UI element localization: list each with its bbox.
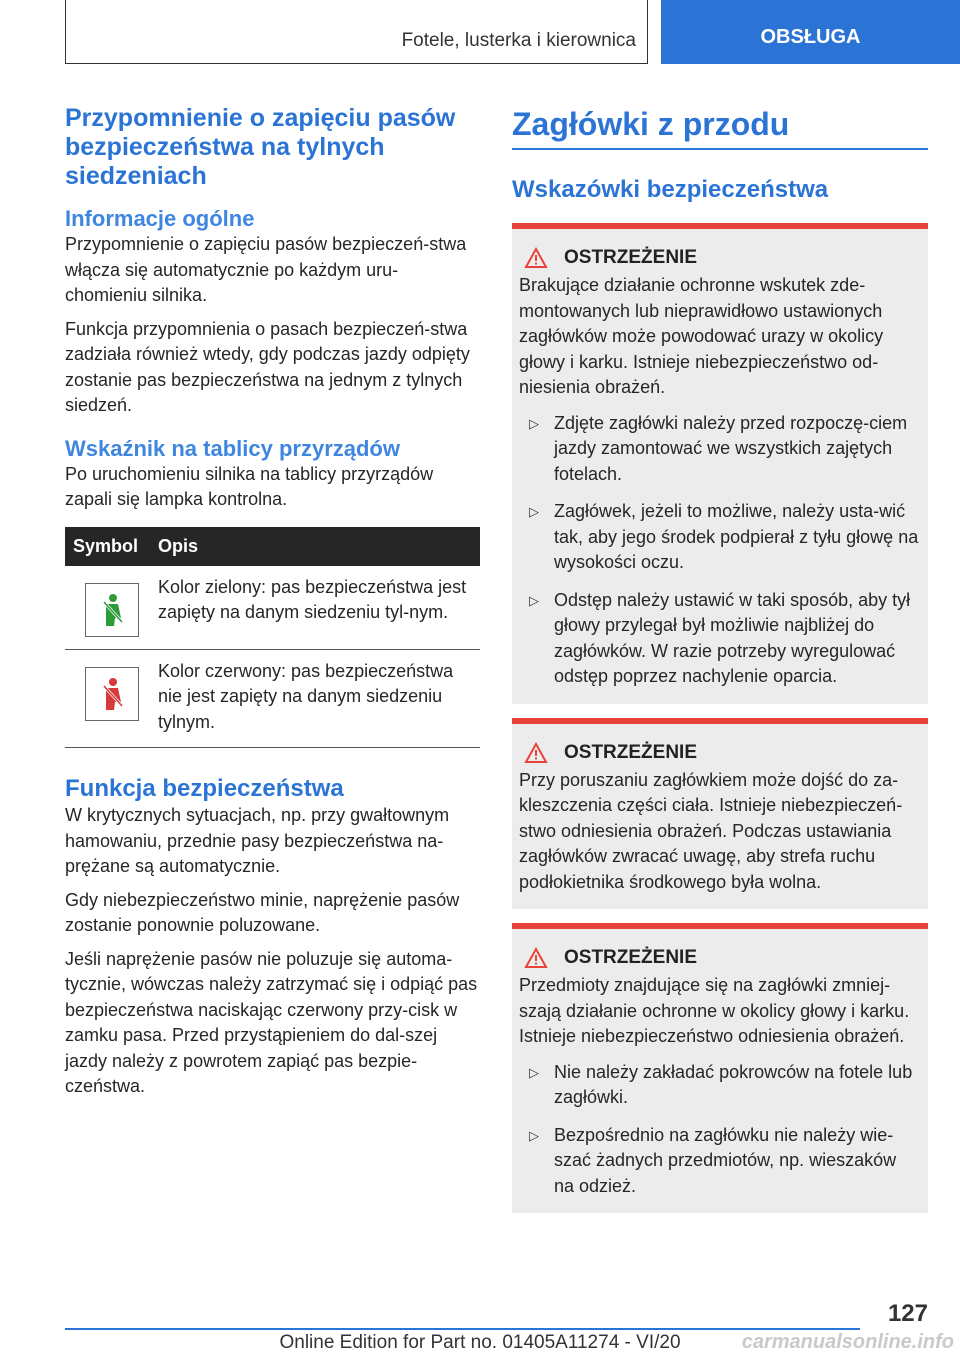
safety-paragraph-3: Jeśli naprężenie pasów nie poluzuje się automa-tycznie, wówczas należy zatrzymać się i odpiąć pas bezpieczeństwa naciskając czerwony przy-cisk w zamku pasa. Przed przystąpieniem do dal-szej jazdy należy z powrotem zapiąć pas bezpie-czeństwa.: [65, 948, 478, 1096]
table-row: [65, 566, 480, 650]
right-column: [512, 104, 928, 1213]
triangle-bullet-icon: ▷: [529, 592, 539, 608]
front-headrests-title: Zagłówki z przodu: [512, 106, 790, 142]
red-status-description: Kolor czerwony: pas bezpieczeństwa nie jest zapięty na danym siedzeniu tylnym.: [158, 660, 454, 732]
safety-paragraph-2: Gdy niebezpieczeństwo minie, naprężenie pasów zostanie ponownie poluzowane.: [65, 889, 460, 935]
warning-triangle-icon: [524, 947, 548, 969]
warning-box-1: [512, 223, 928, 704]
warning-text: Brakujące działanie ochronne wskutek zde-montowanych lub nieprawidłowo ustawionych zagłówków może powodować urazy w okolicy głowy i karku. Istnieje niebezpieczeństwo od-niesienia obrażeń.: [519, 275, 884, 397]
triangle-bullet-icon: ▷: [529, 415, 539, 431]
green-status-description: Kolor zielony: pas bezpieczeństwa jest zapięty na danym siedzeniu tyl-nym.: [158, 576, 467, 622]
general-info-paragraph-2: Funkcja przypomnienia o pasach bezpieczeń-stwa zadziała również wtedy, gdy podczas jazdy odpięty zostanie pas bezpieczeństwa na jednym z tylnych siedzeń.: [65, 318, 470, 415]
safety-function-heading: Funkcja bezpieczeństwa: [65, 775, 344, 802]
indicator-paragraph: Po uruchomieniu silnika na tablicy przyrządów zapali się lampka kontrolna.: [65, 463, 434, 509]
list-item: ▷ Zagłówek, jeżeli to możliwe, należy usta-wić tak, aby jego środek podpierał z tyłu głowę na wysokości oczu.: [529, 501, 919, 572]
safety-notes-heading: Wskazówki bezpieczeństwa: [512, 176, 829, 203]
list-item: ▷ Zdjęte zagłówki należy przed rozpoczę-ciem jazdy zamontować we wszystkich zajętych fotelach.: [529, 412, 908, 484]
list-item: ▷ Bezpośrednio na zagłówku nie należy wie-szać żadnych przedmiotów, np. wieszaków na odzież.: [529, 1124, 897, 1196]
table-header: [65, 527, 480, 566]
header-section-title: Fotele, lusterka i kierownica: [401, 30, 636, 51]
warning-box-3: [512, 923, 928, 1213]
list-item: ▷ Odstęp należy ustawić w taki sposób, aby tył głowy przylegał był możliwie najbliżej do zagłówków. W razie potrzeby wyregulować odstęp poprzez nachylenie oparcia.: [529, 589, 911, 686]
general-info-heading: Informacje ogólne: [65, 206, 255, 231]
indicator-table: [65, 527, 480, 749]
header-chapter-tab: OBSŁUGA: [661, 0, 960, 64]
table-row: [65, 650, 480, 749]
warning-text: Przy poruszaniu zagłówkiem może dojść do za-kleszczenia części ciała. Istnieje niebezpieczeń-stwo odniesienia obrażeń. Podczas ustawiania zagłówków zwracać uwagę, aby strefa ruchu podłokietnika środkowego była wolna.: [519, 769, 903, 892]
page-number: 127: [887, 1300, 928, 1327]
footer-edition: Online Edition for Part no. 01405A11274 - VI/20: [279, 1332, 681, 1353]
warning-title: OSTRZEŻENIE: [564, 947, 698, 968]
rear-seatbelt-reminder-title: Przypomnienie o zapięciu pasów bezpieczeństwa na tylnych siedzeniach: [65, 104, 456, 190]
general-info-paragraph-1: Przypomnienie o zapięciu pasów bezpieczeń-stwa włącza się automatycznie po każdym uru-chomieniu silnika.: [65, 234, 467, 305]
triangle-bullet-icon: ▷: [529, 504, 539, 519]
left-column: [65, 104, 480, 1100]
safety-paragraph-1: W krytycznych sytuacjach, np. przy gwałtownym hamowaniu, przednie pasy bezpieczeństwa na-prężane są automatycznie.: [65, 805, 450, 876]
indicator-heading: Wskaźnik na tablicy przyrządów: [65, 435, 400, 461]
warning-title: OSTRZEŻENIE: [564, 741, 698, 763]
seatbelt-red-icon: [85, 667, 139, 721]
warning-title: OSTRZEŻENIE: [564, 247, 698, 268]
column-description: Opis: [158, 535, 199, 556]
warning-text: Przedmioty znajdujące się na zagłówki zmniej-szają działanie ochronne w okolicy głowy i karku. Istnieje niebezpieczeństwo odniesienia obrażeń.: [519, 975, 910, 1046]
triangle-bullet-icon: ▷: [529, 1064, 539, 1080]
column-symbol: Symbol: [73, 535, 139, 556]
watermark: carmanualsonline.info: [741, 1331, 954, 1353]
title-rule: [512, 148, 928, 150]
footer-rule: [65, 1328, 860, 1330]
list-item: ▷ Nie należy zakładać pokrowców na fotele lub zagłówki.: [529, 1061, 913, 1107]
warning-box-2: [512, 718, 928, 910]
warning-triangle-icon: [524, 247, 548, 269]
seatbelt-green-icon: [85, 583, 139, 637]
warning-triangle-icon: [524, 742, 548, 764]
triangle-bullet-icon: ▷: [529, 1127, 539, 1143]
